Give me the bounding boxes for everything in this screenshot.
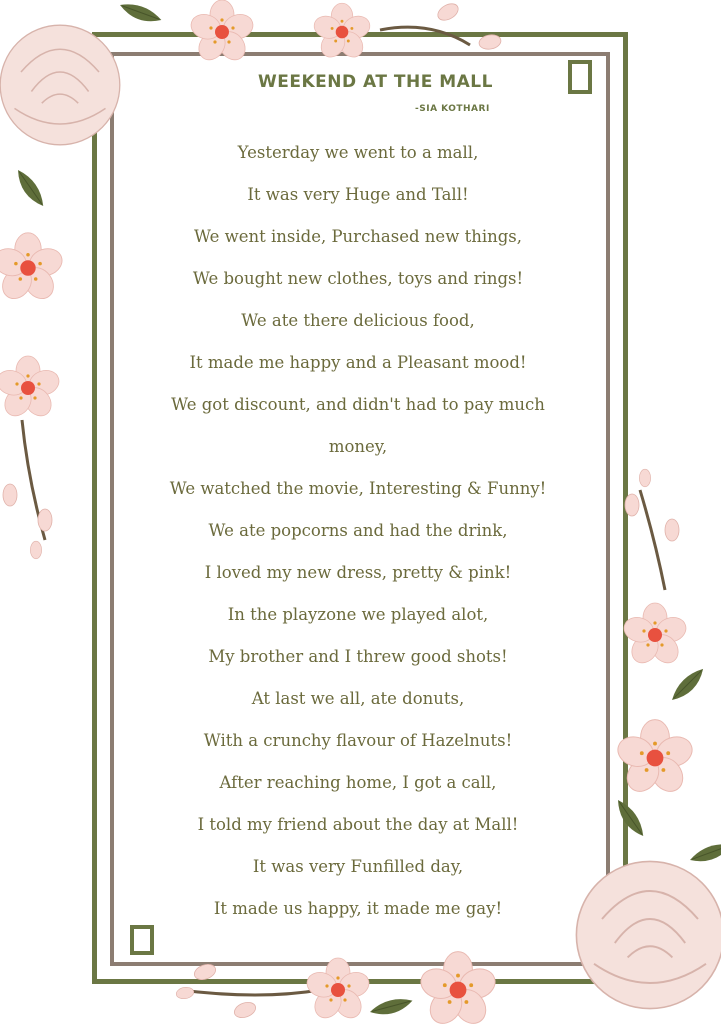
- poem-line: money,: [328, 437, 388, 456]
- cherry-blossom-icon: [417, 952, 499, 1024]
- leaf-icon: [118, 0, 164, 27]
- poem-line: We went inside, Purchased new things,: [193, 227, 523, 246]
- bud-icon: [478, 33, 502, 51]
- cherry-blossom-icon: [304, 958, 372, 1023]
- poem-line: We got discount, and didn't had to pay much: [171, 395, 545, 414]
- poem-line: We watched the movie, Interesting & Funny!: [169, 479, 547, 498]
- poem-line: Yesterday we went to a mall,: [237, 143, 479, 162]
- poem-line: We ate popcorns and had the drink,: [208, 521, 508, 540]
- leaf-icon: [612, 797, 648, 840]
- bud-icon: [175, 986, 194, 1000]
- cherry-blossom-icon: [0, 356, 62, 421]
- leaf-icon: [688, 839, 721, 866]
- bud-icon: [3, 484, 17, 506]
- poem-line: In the playzone we played alot,: [227, 605, 489, 624]
- poem-line: With a crunchy flavour of Hazelnuts!: [203, 731, 513, 750]
- rose-icon: [0, 25, 120, 145]
- cherry-blossom-icon: [0, 233, 66, 304]
- leaf-icon: [668, 665, 708, 705]
- poem-author: -SIA KOTHARI: [415, 104, 490, 114]
- branch: [640, 490, 665, 590]
- cherry-blossom-icon: [311, 3, 372, 61]
- poem-body: [138, 132, 578, 930]
- bud-icon: [192, 962, 217, 983]
- bud-icon: [232, 1000, 257, 1021]
- poem-line: I loved my new dress, pretty & pink!: [204, 563, 512, 582]
- bud-icon: [38, 509, 52, 531]
- cherry-blossom-icon: [188, 0, 256, 65]
- branch: [380, 27, 470, 45]
- poem-line: My brother and I threw good shots!: [208, 647, 508, 666]
- cherry-blossom-icon: [621, 603, 689, 668]
- poem-line: It made us happy, it made me gay!: [213, 899, 503, 918]
- poem-line: It was very Funfilled day,: [252, 857, 464, 876]
- bud-icon: [665, 519, 679, 541]
- branch: [180, 990, 320, 995]
- bud-icon: [639, 469, 650, 487]
- poem-line: After reaching home, I got a call,: [219, 773, 497, 792]
- poem-line: I told my friend about the day at Mall!: [197, 815, 519, 834]
- poem-line: We bought new clothes, toys and rings!: [192, 269, 524, 288]
- poem-line: We ate there delicious food,: [241, 311, 475, 330]
- leaf-icon: [368, 995, 414, 1019]
- poem-line: It was very Huge and Tall!: [247, 185, 469, 204]
- cherry-blossom-icon: [614, 720, 696, 798]
- leaf-icon: [12, 167, 48, 210]
- rose-icon: [576, 861, 721, 1008]
- poem-title: WEEKEND AT THE MALL: [258, 72, 493, 92]
- bud-icon: [435, 0, 461, 23]
- bud-icon: [30, 541, 41, 559]
- bud-icon: [625, 494, 639, 516]
- poem-line: It made me happy and a Pleasant mood!: [189, 353, 527, 372]
- poem-line: At last we all, ate donuts,: [251, 689, 465, 708]
